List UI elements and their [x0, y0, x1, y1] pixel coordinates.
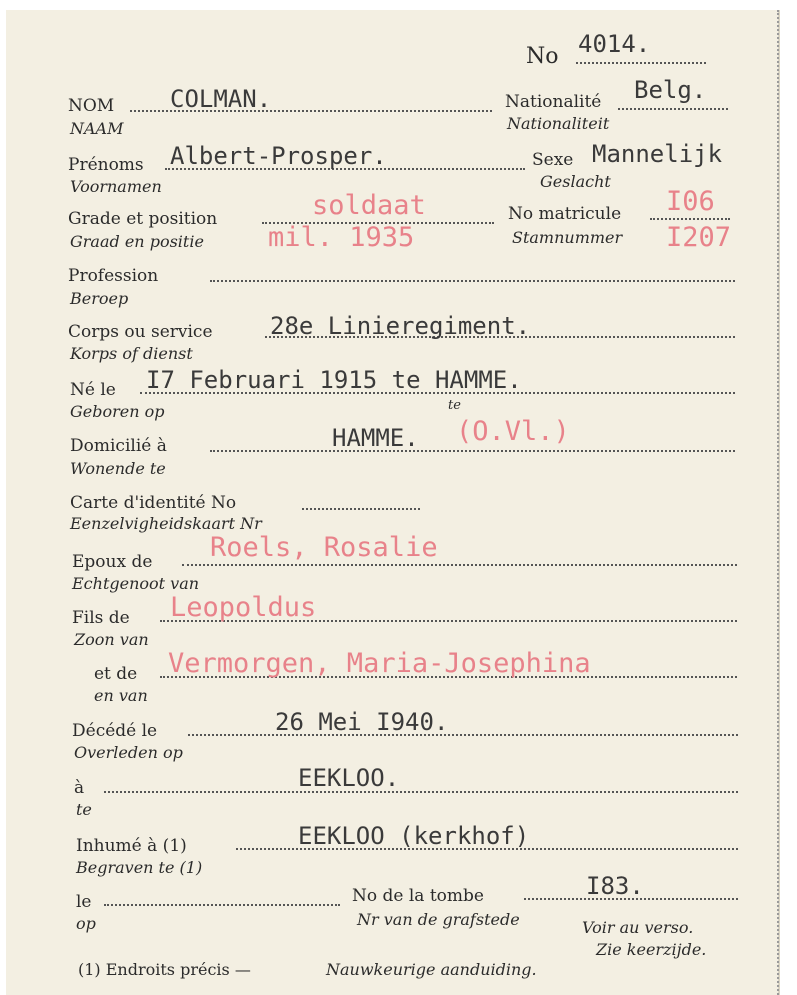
matricule-label: No matricule	[508, 204, 622, 224]
domicilie-line	[210, 450, 735, 452]
matricule-value-1: I06	[666, 186, 715, 217]
domicilie-region: (O.Vl.)	[456, 416, 570, 447]
beroep-label: Beroep	[70, 289, 129, 308]
tombe-value: I83.	[586, 872, 644, 900]
le-line	[104, 904, 340, 906]
prenoms-label: Prénoms	[68, 155, 144, 175]
grafstede-label: Nr van de grafstede	[357, 910, 520, 929]
epoux-label: Epoux de	[72, 552, 153, 572]
prenoms-value: Albert-Prosper.	[170, 142, 387, 170]
corps-value: 28e Linieregiment.	[270, 312, 531, 340]
fils-value: Leopoldus	[170, 592, 317, 623]
voornamen-label: Voornamen	[70, 177, 162, 196]
matricule-line	[650, 218, 730, 220]
footnote-fr: (1) Endroits précis —	[78, 960, 251, 979]
naam-label: NAAM	[70, 119, 124, 138]
inhume-value: EEKLOO (kerkhof)	[298, 822, 530, 850]
number-label: No	[526, 44, 559, 69]
a-value: EEKLOO.	[298, 764, 400, 792]
korps-label: Korps of dienst	[70, 344, 193, 363]
profession-line	[210, 280, 735, 282]
matricule-value-2: I207	[666, 222, 732, 253]
zoon-label: Zoon van	[74, 630, 149, 649]
le-label: le	[76, 892, 92, 912]
sexe-label: Sexe	[532, 150, 574, 170]
stamnummer-label: Stamnummer	[512, 228, 623, 247]
ne-value: I7 Februari 1915 te HAMME.	[146, 366, 522, 394]
nationalite-line	[618, 108, 728, 110]
te-label: te	[76, 800, 92, 819]
footnote-nl: Nauwkeurige aanduiding.	[326, 960, 537, 979]
epoux-value: Roels, Rosalie	[210, 532, 438, 563]
geboren-te-label: te	[448, 398, 461, 413]
perforated-edge	[777, 10, 785, 995]
corps-label: Corps ou service	[68, 322, 213, 342]
wonende-label: Wonende te	[70, 459, 166, 478]
carte-label: Carte d'identité No	[70, 493, 237, 513]
overleden-label: Overleden op	[74, 743, 183, 762]
geslacht-label: Geslacht	[540, 172, 611, 191]
tombe-label: No de la tombe	[352, 886, 484, 906]
verso-label: Voir au verso.	[582, 918, 694, 937]
op-label: op	[76, 914, 96, 933]
nationalite-label: Nationalité	[505, 92, 602, 112]
domicilie-label: Domicilié à	[70, 436, 167, 456]
carte-line	[302, 508, 420, 510]
nationalite-value: Belg.	[634, 76, 707, 104]
nom-value: COLMAN.	[170, 85, 272, 113]
et-de-value: Vermorgen, Maria-Josephina	[168, 648, 591, 679]
grade-label: Grade et position	[68, 209, 218, 229]
geboren-label: Geboren op	[70, 402, 165, 421]
decede-label: Décédé le	[72, 721, 158, 741]
profession-label: Profession	[68, 266, 159, 286]
nom-label: NOM	[68, 96, 115, 116]
number-line	[576, 62, 706, 64]
keerzijde-label: Zie keerzijde.	[596, 940, 707, 959]
domicilie-value: HAMME.	[332, 424, 419, 452]
a-line	[104, 791, 738, 793]
card-number: 4014.	[578, 30, 651, 58]
grade-value-1: soldaat	[312, 190, 426, 221]
grade-value-2: mil. 1935	[268, 222, 415, 253]
fils-label: Fils de	[72, 608, 130, 628]
eenzelvigheidskaart-label: Eenzelvigheidskaart Nr	[70, 514, 262, 533]
a-label: à	[74, 778, 85, 798]
decede-value: 26 Mei I940.	[275, 708, 449, 736]
nationaliteit-label: Nationaliteit	[507, 114, 610, 133]
en-van-label: en van	[94, 686, 148, 705]
ne-label: Né le	[70, 380, 116, 400]
graad-label: Graad en positie	[70, 232, 204, 251]
sexe-value: Mannelijk	[592, 140, 723, 168]
echtgenoot-label: Echtgenoot van	[72, 574, 200, 593]
inhume-label: Inhumé à (1)	[76, 836, 187, 856]
epoux-line	[182, 564, 737, 566]
begraven-label: Begraven te (1)	[76, 858, 203, 877]
et-de-label: et de	[94, 664, 138, 684]
decede-line	[188, 734, 738, 736]
